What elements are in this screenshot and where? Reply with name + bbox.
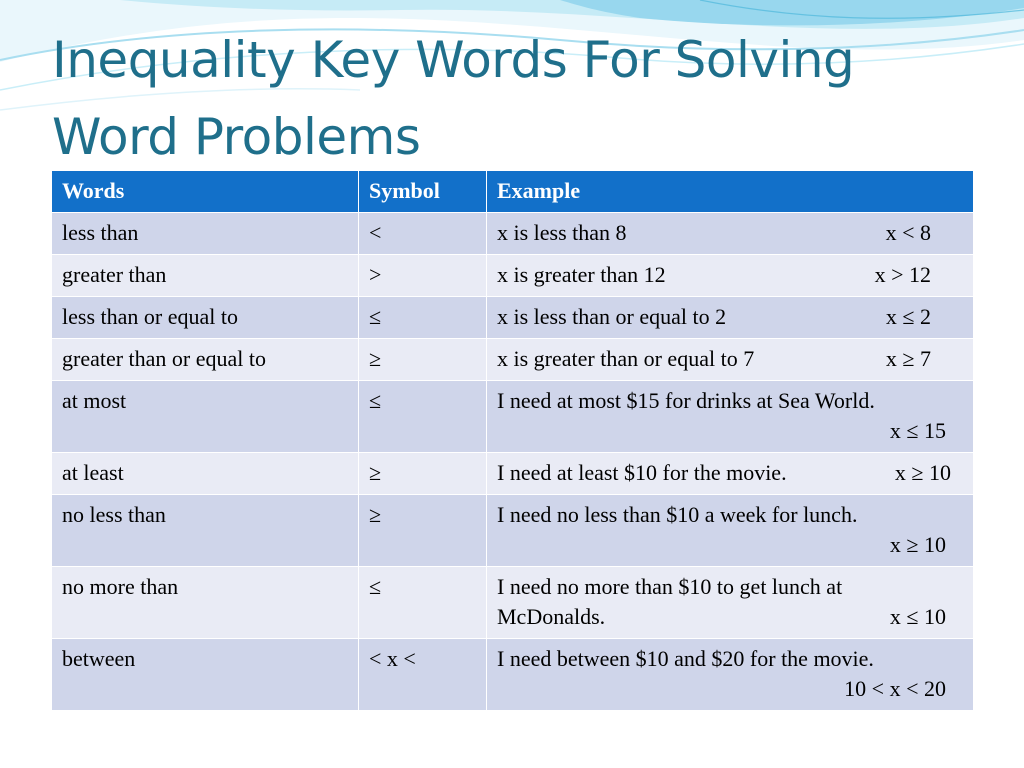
- symbol-cell: < x <: [359, 639, 487, 711]
- example-text: x is greater than or equal to 7: [497, 346, 755, 371]
- example-text: x is less than or equal to 2: [497, 304, 727, 329]
- table-row: [52, 213, 974, 255]
- example-cell: [487, 339, 974, 381]
- symbol-cell: ≥: [359, 453, 487, 495]
- example-cell: [487, 381, 974, 453]
- example-cell: [487, 639, 974, 711]
- table-row: [52, 495, 974, 567]
- example-cell: [487, 297, 974, 339]
- example-math: x ≤ 2: [885, 304, 931, 329]
- symbol-cell: >: [359, 255, 487, 297]
- example-cell: [487, 567, 974, 639]
- example-math: x ≥ 10: [894, 460, 951, 485]
- example-math: x ≤ 10: [889, 604, 946, 629]
- header-symbol: Symbol: [359, 171, 487, 213]
- symbol-cell: ≥: [359, 339, 487, 381]
- words-cell: greater than or equal to: [52, 339, 359, 381]
- words-cell: no less than: [52, 495, 359, 567]
- example-text: x is less than 8: [497, 220, 627, 245]
- example-cell: [487, 495, 974, 567]
- example-math: x ≤ 15: [889, 418, 946, 443]
- example-text: I need no more than $10 to get lunch at: [497, 574, 843, 599]
- table-row: [52, 453, 974, 495]
- example-text: I need no less than $10 a week for lunch.: [497, 502, 858, 527]
- words-cell: at most: [52, 381, 359, 453]
- inequality-table: [51, 170, 974, 711]
- table-row: [52, 255, 974, 297]
- symbol-cell: ≤: [359, 381, 487, 453]
- example-math: x > 12: [874, 262, 931, 287]
- symbol-cell: <: [359, 213, 487, 255]
- example-text-continued: McDonalds.: [497, 604, 606, 629]
- table-row: [52, 339, 974, 381]
- table-row: [52, 297, 974, 339]
- header-words: Words: [52, 171, 359, 213]
- example-cell: [487, 213, 974, 255]
- header-example: Example: [487, 171, 974, 213]
- example-cell: [487, 255, 974, 297]
- slide-title: Inequality Key Words For Solving Word Problems: [52, 31, 855, 166]
- words-cell: less than: [52, 213, 359, 255]
- example-text: I need at most $15 for drinks at Sea World.: [497, 388, 875, 413]
- table-row: [52, 381, 974, 453]
- symbol-cell: ≤: [359, 297, 487, 339]
- words-cell: between: [52, 639, 359, 711]
- example-cell: [487, 453, 974, 495]
- table-row: [52, 639, 974, 711]
- table-row: [52, 567, 974, 639]
- example-math: x < 8: [885, 220, 931, 245]
- example-text: x is greater than 12: [497, 262, 666, 287]
- example-text: I need between $10 and $20 for the movie.: [497, 646, 874, 671]
- words-cell: no more than: [52, 567, 359, 639]
- example-math: x ≥ 7: [885, 346, 931, 371]
- words-cell: at least: [52, 453, 359, 495]
- symbol-cell: ≥: [359, 495, 487, 567]
- words-cell: less than or equal to: [52, 297, 359, 339]
- example-math: x ≥ 10: [889, 532, 946, 557]
- words-cell: greater than: [52, 255, 359, 297]
- symbol-cell: ≤: [359, 567, 487, 639]
- example-math: 10 < x < 20: [844, 676, 946, 701]
- table-header-row: [52, 171, 974, 213]
- example-text: I need at least $10 for the movie.: [497, 460, 787, 485]
